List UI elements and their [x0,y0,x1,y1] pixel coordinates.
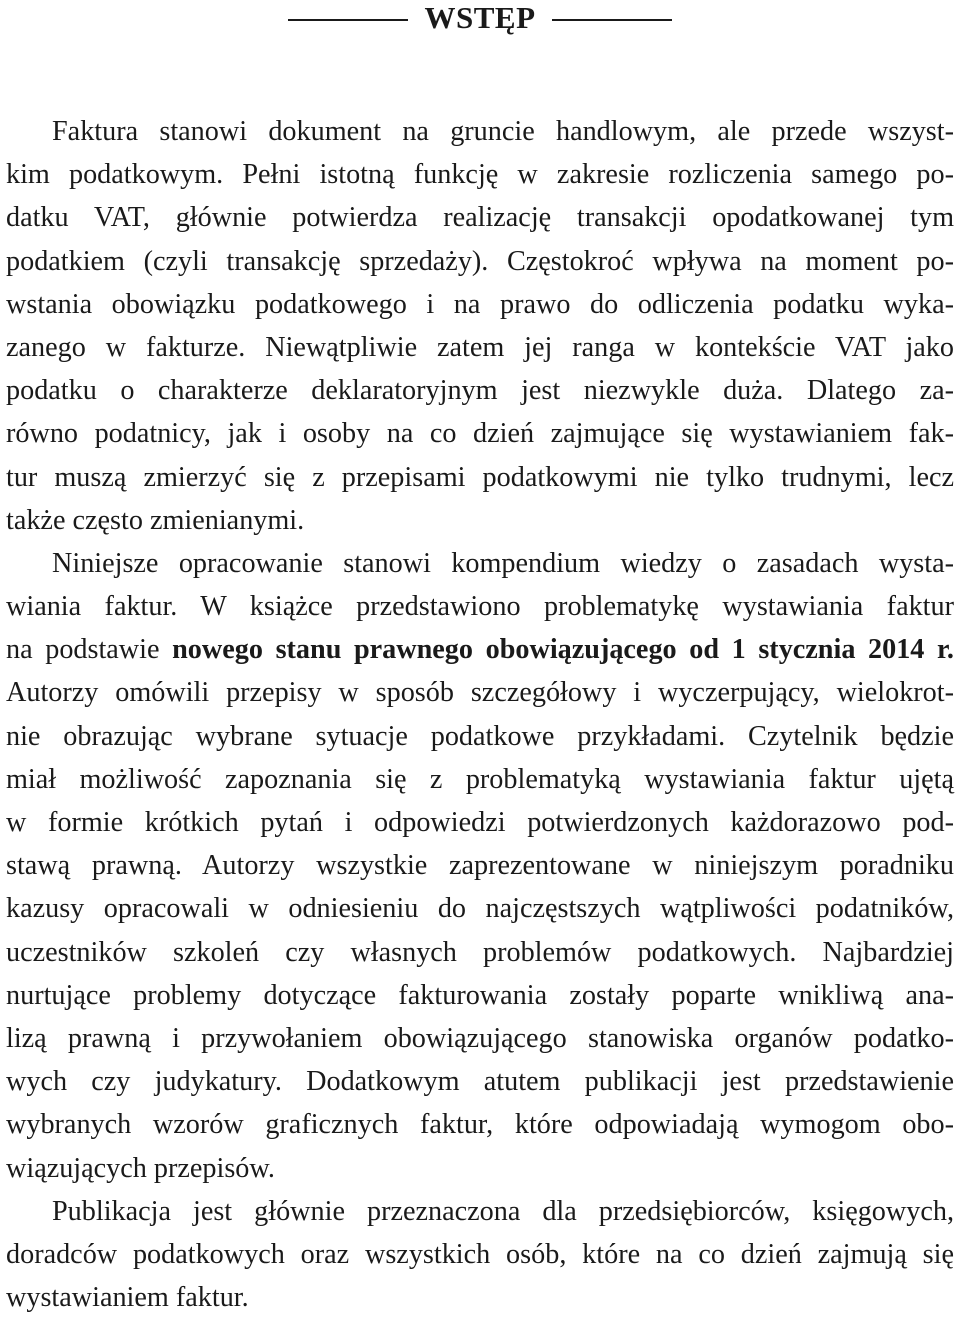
text-line [6,456,954,499]
text-line-content: uczestników szkoleń czy własnych problemów podatkowych. Najbardziej [6,936,954,968]
text-line-content: Faktura stanowi dokument na gruncie handlowym, ale przede wszyst- [52,116,954,147]
text-line-content: Autorzy omówili przepisy w sposób szczegółowy i wyczerpujący, wielokrot- [6,677,954,709]
text-line [6,1276,954,1319]
text-line [6,369,954,412]
text-line [6,671,954,714]
text-line [6,844,954,887]
text-line-content: nie obrazując wybrane sytuacje podatkowe przykładami. Czytelnik będzie [6,720,954,752]
text-line [6,931,954,974]
text-line [6,801,954,844]
text-line-content: kim podatkowym. Pełni istotną funkcję w zakresie rozliczenia samego po- [6,159,954,191]
text-line-content: podatkiem (czyli transakcję sprzedaży). Częstokroć wpływa na moment po- [6,245,954,277]
text-line [6,585,954,628]
text-line-content: zanego w fakturze. Niewątpliwie zatem jej ranga w kontekście VAT jako [6,331,954,363]
text-line [6,110,954,153]
text-line [6,974,954,1017]
heading-rule-right [552,19,672,21]
text-line-content: doradców podatkowych oraz wszystkich osób, które na co dzień zajmują się [6,1238,954,1270]
text-line-content: miał możliwość zapoznania się z problematyką wystawiania faktur ujętą [6,763,954,795]
text-line-content: Publikacja jest głównie przeznaczona dla przedsiębiorców, księgowych, [52,1195,954,1227]
text-line [6,196,954,239]
text-line [6,715,954,758]
text-line [6,283,954,326]
text-line [6,326,954,369]
text-line-content: wiązujących przepisów. [6,1152,275,1184]
text-line-content: Niniejsze opracowanie stanowi kompendium wiedzy o zasadach wysta- [52,547,954,579]
text-line-content: nurtujące problemy dotyczące fakturowania zostały poparte wnikliwą ana- [6,979,954,1011]
text-line [6,1060,954,1103]
text-line [6,1103,954,1146]
text-line [6,240,954,283]
text-line-content: wybranych wzorów graficznych faktur, które odpowiadają wymogom obo- [6,1109,954,1141]
text-line-content: kazusy opracowali w odniesieniu do najczęstszych wątpliwości podatników, [6,893,954,925]
text-line-content: także często zmienianymi. [6,504,305,536]
text-line [6,153,954,196]
text-line [6,1017,954,1060]
body-text [6,110,954,1319]
text-line-content: wystawianiem faktur. [6,1282,249,1314]
text-line [6,1233,954,1276]
text-line-content: wstania obowiązku podatkowego i na prawo do odliczenia podatku wyka- [6,288,954,320]
text-line-content: lizą prawną i przywołaniem obowiązującego stanowiska organów podatko- [6,1022,954,1054]
text-line [6,412,954,455]
text-line-content: podatku o charakterze deklaratoryjnym jest niezwykle duża. Dlatego za- [6,375,954,407]
text-line-content: wiania faktur. W książce przedstawiono problematykę wystawiania faktur [6,591,954,623]
text-line-content: na podstawie [6,634,173,666]
chapter-heading-row [0,0,960,36]
text-line [6,1190,954,1233]
bold-text: nowego stanu prawnego obowiązującego od 1 stycznia 2014 r. [172,634,954,666]
text-line-content: datku VAT, głównie potwierdza realizację transakcji opodatkowanej tym [6,202,954,234]
heading-rule-left [288,19,408,21]
text-line-content: wych czy judykatury. Dodatkowym atutem publikacji jest przedstawienie [6,1066,954,1098]
text-line [6,1147,954,1190]
text-line-content: w formie krótkich pytań i odpowiedzi potwierdzonych każdorazowo pod- [6,807,954,838]
text-line [6,628,954,671]
text-line [6,758,954,801]
chapter-title: WSTĘP [424,0,536,35]
text-line-content: tur muszą zmierzyć się z przepisami podatkowymi nie tylko trudnymi, lecz [6,461,954,493]
text-line-content: stawą prawną. Autorzy wszystkie zaprezentowane w niniejszym poradniku [6,850,954,882]
text-line [6,542,954,585]
text-line-content: równo podatnicy, jak i osoby na co dzień zajmujące się wystawianiem fak- [6,418,954,450]
text-line [6,887,954,930]
text-line [6,499,954,542]
